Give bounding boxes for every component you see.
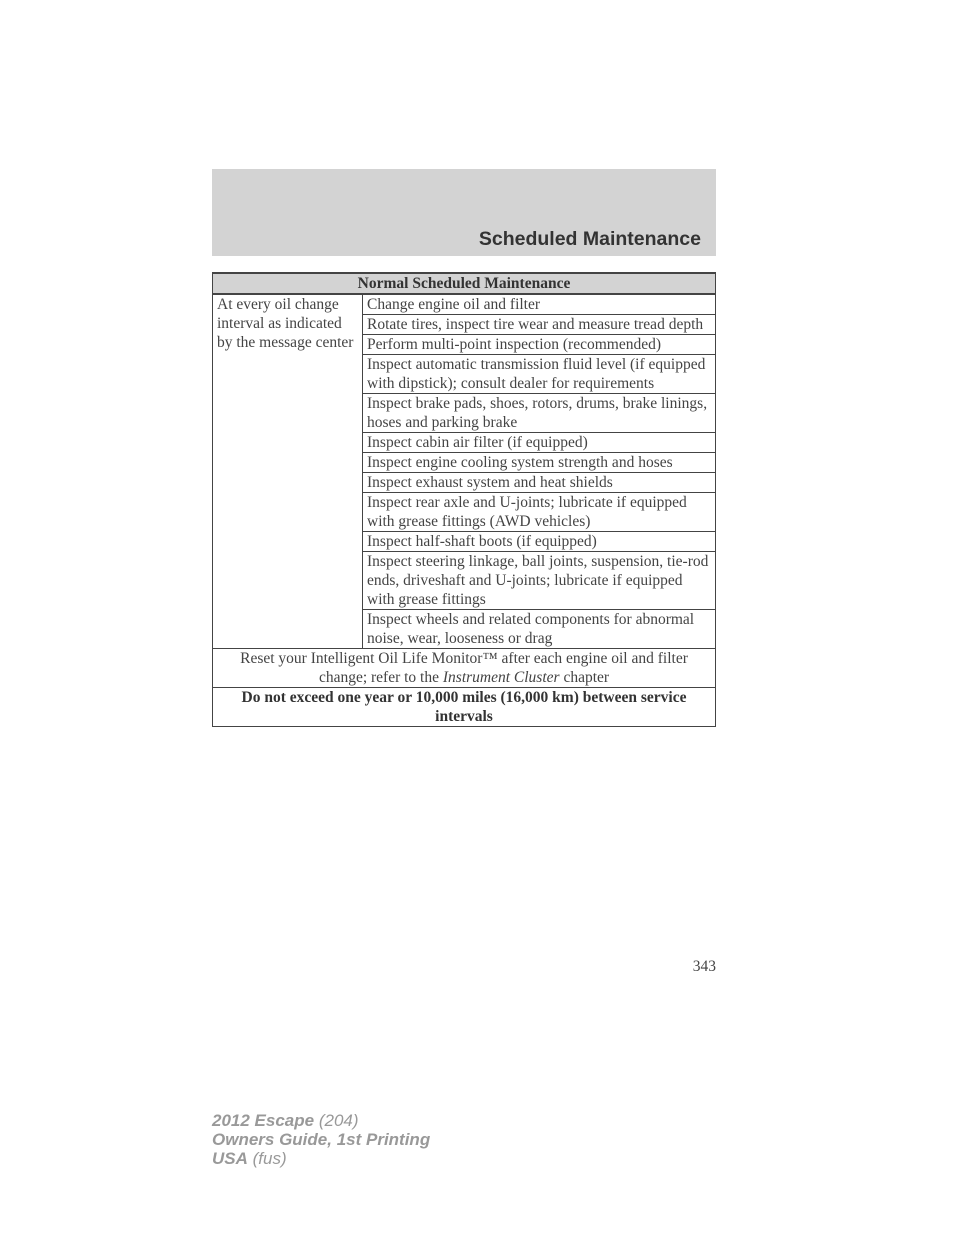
task-item: Inspect half-shaft boots (if equipped): [363, 532, 716, 552]
reset-note: [213, 649, 716, 688]
task-item: Inspect exhaust system and heat shields: [363, 473, 716, 493]
task-item: Inspect rear axle and U-joints; lubricate if equipped with grease fittings (AWD vehicles): [363, 493, 716, 532]
task-item: Inspect cabin air filter (if equipped): [363, 433, 716, 453]
task-item: Change engine oil and filter: [363, 294, 716, 315]
task-item: Inspect wheels and related components for abnormal noise, wear, looseness or drag: [363, 610, 716, 649]
interval-label: At every oil change interval as indicated by the message center: [213, 294, 363, 649]
footer-guide: Owners Guide, 1st Printing: [212, 1130, 431, 1149]
table-title-row: [213, 273, 716, 294]
footer-model-line: [212, 1111, 430, 1130]
task-item: Inspect automatic transmission fluid level (if equipped with dipstick); consult dealer for requirements: [363, 355, 716, 394]
document-footer: [212, 1111, 430, 1168]
reset-note-chapter-reference: Instrument Cluster: [442, 669, 560, 686]
footer-model-code: (204): [318, 1111, 359, 1130]
task-item: Rotate tires, inspect tire wear and measure tread depth: [363, 315, 716, 335]
task-item: Inspect engine cooling system strength and hoses: [363, 453, 716, 473]
table-row: [213, 294, 716, 315]
section-title: Scheduled Maintenance: [478, 228, 701, 250]
reset-note-suffix: chapter: [559, 669, 610, 686]
footer-region-code: (fus): [252, 1149, 287, 1168]
task-item: Inspect brake pads, shoes, rotors, drums, brake linings, hoses and parking brake: [363, 394, 716, 433]
table-title: Normal Scheduled Maintenance: [213, 273, 716, 294]
footer-region: USA: [212, 1149, 248, 1168]
reset-note-row: [213, 649, 716, 688]
section-header-band: [212, 169, 716, 256]
reset-note-text: Reset your Intelligent Oil Life Monitor™ after each engine oil and filter change; refer to the: [240, 650, 688, 686]
footer-guide-line: [212, 1130, 430, 1149]
service-interval-warning: Do not exceed one year or 10,000 miles (16,000 km) between service intervals: [213, 688, 716, 727]
warning-row: [213, 688, 716, 727]
task-item: Inspect steering linkage, ball joints, suspension, tie-rod ends, driveshaft and U-joints; lubricate if equipped with grease fittings: [363, 552, 716, 610]
maintenance-table: [212, 272, 716, 727]
footer-region-line: [212, 1149, 430, 1168]
page-number: 343: [692, 958, 716, 975]
footer-model: 2012 Escape: [212, 1111, 315, 1130]
task-item: Perform multi-point inspection (recommended): [363, 335, 716, 355]
